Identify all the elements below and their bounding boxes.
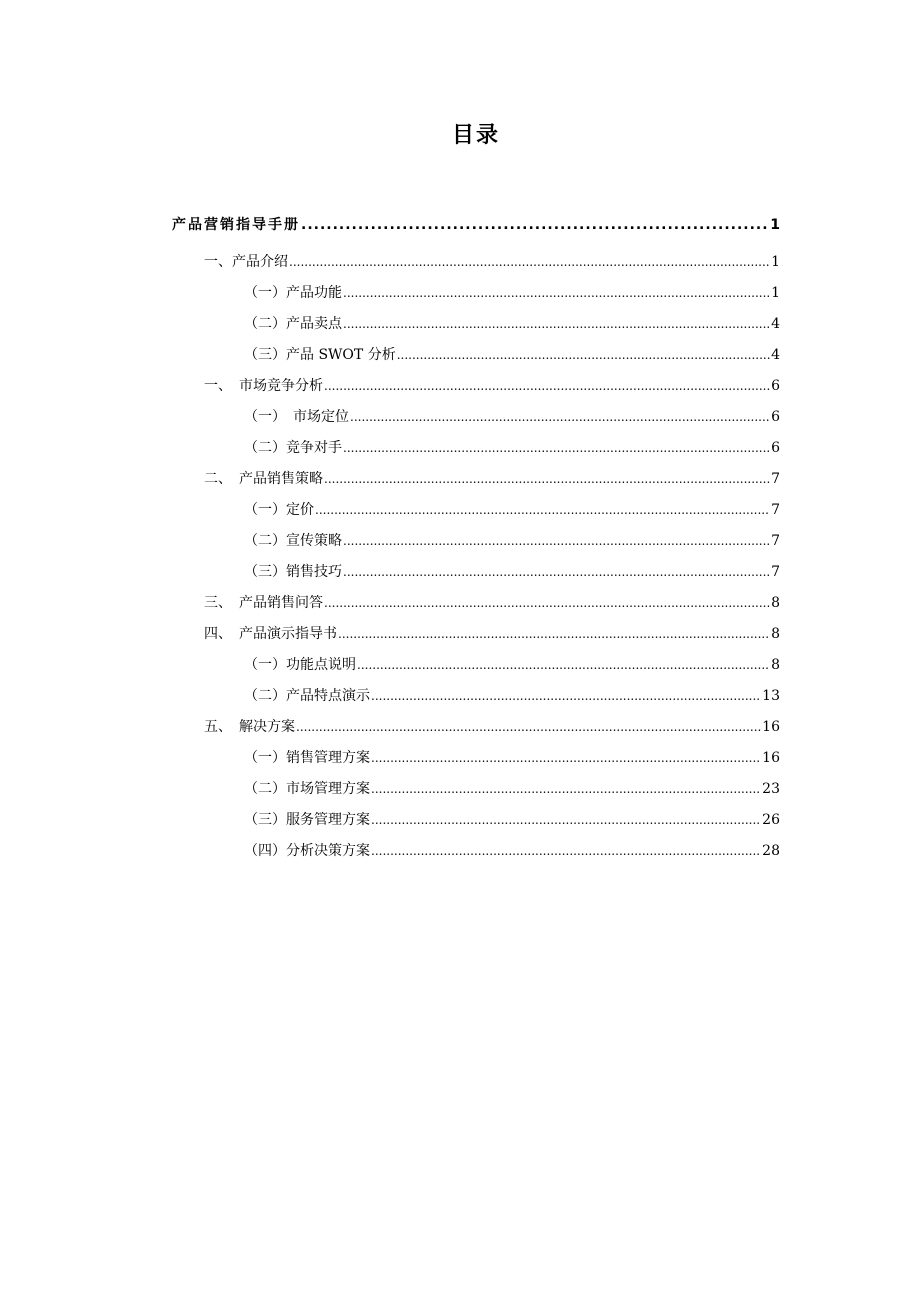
toc-entry-label: （四）分析决策方案 [244, 843, 370, 859]
toc-entry-page: 4 [771, 347, 780, 363]
toc-entry[interactable] [172, 619, 780, 650]
toc-entry-page: 4 [771, 316, 780, 332]
toc-entry-label: （二）产品卖点 [244, 316, 342, 332]
toc-entry-page: 8 [771, 626, 780, 642]
toc-dot-leader [397, 340, 770, 371]
toc-entry-page: 1 [771, 254, 780, 270]
toc-dot-leader [343, 278, 770, 309]
toc-dot-leader [324, 371, 770, 402]
toc-entry-page: 23 [762, 781, 780, 797]
toc-entry-label: （三）服务管理方案 [244, 812, 370, 828]
toc-entry[interactable] [172, 309, 780, 340]
toc-entry[interactable] [172, 526, 780, 557]
toc-entry-page: 26 [762, 812, 780, 828]
toc-dot-leader [371, 681, 761, 712]
toc-entry-page: 6 [771, 378, 780, 394]
toc-entry-page: 1 [770, 217, 780, 233]
toc-entry-page: 6 [771, 440, 780, 456]
toc-entry[interactable] [172, 371, 780, 402]
toc-entry-page: 28 [762, 843, 780, 859]
toc-dot-leader [315, 495, 770, 526]
toc-entry-page: 6 [771, 409, 780, 425]
toc-dot-leader [343, 433, 770, 464]
toc-entry-label: （三）销售技巧 [244, 564, 342, 580]
toc-entry-label: （二）竞争对手 [244, 440, 342, 456]
toc-dot-leader [371, 774, 761, 805]
table-of-contents [172, 207, 780, 867]
toc-entry[interactable] [172, 247, 780, 278]
toc-entry-page: 8 [771, 595, 780, 611]
toc-dot-leader [343, 526, 770, 557]
toc-entry-page: 16 [762, 750, 780, 766]
toc-entry[interactable] [172, 402, 780, 433]
toc-dot-leader [296, 712, 761, 743]
toc-entry[interactable] [172, 557, 780, 588]
toc-entry-label: 五、 解决方案 [204, 719, 295, 735]
toc-entry-label: 三、 产品销售问答 [204, 595, 323, 611]
toc-entry-page: 7 [771, 564, 780, 580]
toc-dot-leader [338, 619, 770, 650]
toc-entry[interactable] [172, 650, 780, 681]
toc-dot-leader [324, 588, 770, 619]
toc-entry-label: （一）定价 [244, 502, 314, 518]
toc-entry-label: （一） 市场定位 [244, 409, 349, 425]
toc-entry[interactable] [172, 340, 780, 371]
toc-entry-page: 7 [771, 533, 780, 549]
toc-entry-page: 7 [771, 471, 780, 487]
toc-entry-page: 7 [771, 502, 780, 518]
toc-entry-label: 产品营销指导手册 [172, 217, 300, 233]
toc-entry[interactable] [172, 464, 780, 495]
toc-entry-page: 16 [762, 719, 780, 735]
toc-dot-leader [371, 805, 761, 836]
toc-dot-leader [371, 836, 761, 867]
toc-entry[interactable] [172, 774, 780, 805]
toc-dot-leader [350, 402, 770, 433]
toc-dot-leader [343, 309, 770, 340]
toc-dot-leader [324, 464, 770, 495]
toc-entry-page: 8 [771, 657, 780, 673]
toc-entry[interactable] [172, 433, 780, 464]
toc-entry-label: （一）销售管理方案 [244, 750, 370, 766]
toc-dot-leader [357, 650, 770, 681]
toc-entry[interactable] [172, 836, 780, 867]
toc-entry-label: （一）功能点说明 [244, 657, 356, 673]
toc-entry[interactable] [172, 681, 780, 712]
toc-entry-label: 一、 市场竞争分析 [204, 378, 323, 394]
toc-entry-label: （二）市场管理方案 [244, 781, 370, 797]
toc-entry[interactable] [172, 207, 780, 243]
toc-entry-label: 一、产品介绍 [204, 254, 288, 270]
toc-entry[interactable] [172, 805, 780, 836]
toc-entry-label: （二）产品特点演示 [244, 688, 370, 704]
toc-dot-leader [301, 207, 769, 243]
toc-entry[interactable] [172, 495, 780, 526]
toc-entry[interactable] [172, 743, 780, 774]
toc-entry[interactable] [172, 588, 780, 619]
toc-dot-leader [289, 247, 770, 278]
toc-entry-page: 13 [762, 688, 780, 704]
toc-entry[interactable] [172, 712, 780, 743]
toc-entry-label: 二、 产品销售策略 [204, 471, 323, 487]
toc-dot-leader [371, 743, 761, 774]
toc-entry-label: （二）宣传策略 [244, 533, 342, 549]
toc-entry-label: （一）产品功能 [244, 285, 342, 301]
toc-entry-label: （三）产品 SWOT 分析 [244, 347, 396, 363]
toc-entry[interactable] [172, 278, 780, 309]
toc-dot-leader [343, 557, 770, 588]
toc-entry-page: 1 [771, 285, 780, 301]
toc-entry-label: 四、 产品演示指导书 [204, 626, 337, 642]
page-title: 目录 [451, 123, 500, 148]
